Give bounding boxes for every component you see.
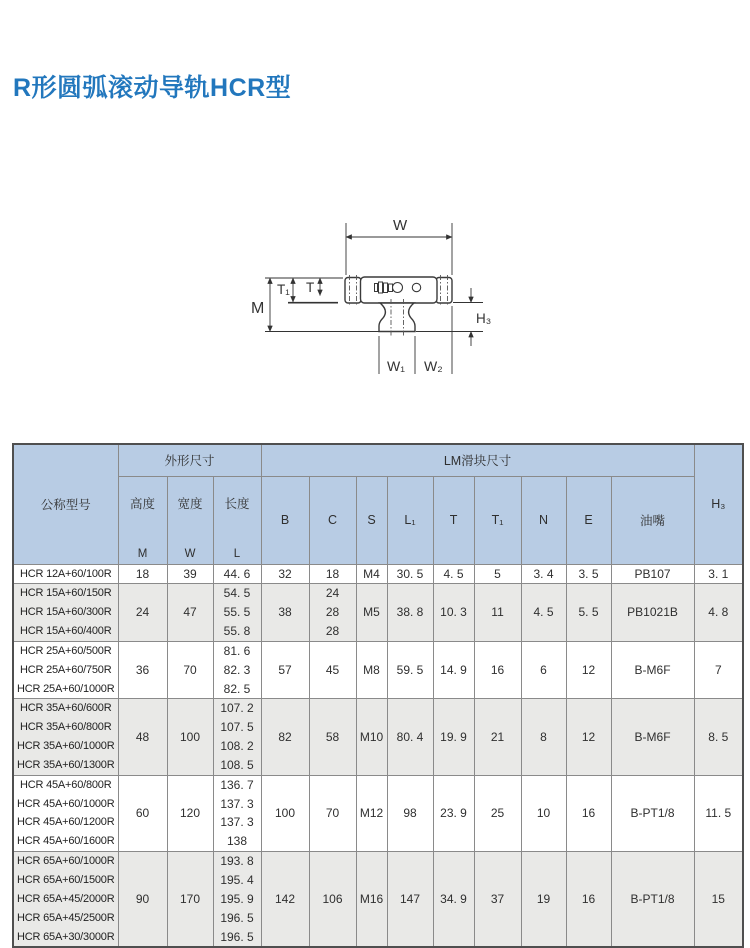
label-h3: H₃ bbox=[476, 311, 492, 326]
grease-nipple bbox=[375, 282, 393, 293]
cell-h3: 4. 8 bbox=[694, 584, 743, 642]
header-m-label: M bbox=[137, 547, 148, 560]
cell-nozzle: B-PT1/8 bbox=[611, 852, 694, 948]
cell-s: M10 bbox=[356, 699, 387, 775]
header-height-m bbox=[118, 476, 167, 564]
header-outer-dims: 外形尺寸 bbox=[118, 444, 261, 476]
cell-c: 70 bbox=[309, 775, 356, 851]
cell-b: 142 bbox=[261, 852, 309, 948]
header-height-label: 高度 bbox=[129, 496, 155, 511]
cell-t1: 11 bbox=[474, 584, 521, 642]
cell-n: 8 bbox=[521, 699, 566, 775]
header-l-label: L bbox=[233, 547, 241, 560]
cell-h3: 3. 1 bbox=[694, 564, 743, 584]
cell-m: 36 bbox=[118, 641, 167, 699]
cell-t: 23. 9 bbox=[433, 775, 474, 851]
cell-t1: 25 bbox=[474, 775, 521, 851]
cell-l: 107. 2 107. 5 108. 2 108. 5 bbox=[213, 699, 261, 775]
cell-e: 3. 5 bbox=[566, 564, 611, 584]
label-m: M bbox=[251, 300, 265, 317]
label-t: T bbox=[306, 280, 315, 295]
cell-m: 48 bbox=[118, 699, 167, 775]
label-t1: T₁ bbox=[277, 282, 290, 297]
guide-rail-cross-section-diagram bbox=[240, 190, 520, 390]
cell-c: 45 bbox=[309, 641, 356, 699]
header-c: C bbox=[309, 476, 356, 564]
header-h3: H₃ bbox=[694, 444, 743, 564]
cell-models: HCR 15A+60/150R HCR 15A+60/300R HCR 15A+60/400R bbox=[13, 584, 118, 642]
cell-s: M8 bbox=[356, 641, 387, 699]
cell-n: 10 bbox=[521, 775, 566, 851]
cell-c: 106 bbox=[309, 852, 356, 948]
page-title: R形圆弧滚动导轨HCR型 bbox=[13, 74, 292, 102]
cell-l: 81. 6 82. 3 82. 5 bbox=[213, 641, 261, 699]
cell-t1: 16 bbox=[474, 641, 521, 699]
cell-w: 39 bbox=[167, 564, 213, 584]
cell-n: 6 bbox=[521, 641, 566, 699]
cell-e: 16 bbox=[566, 775, 611, 851]
table-row-group bbox=[13, 584, 743, 642]
cell-m: 90 bbox=[118, 852, 167, 948]
cell-t: 10. 3 bbox=[433, 584, 474, 642]
cell-n: 4. 5 bbox=[521, 584, 566, 642]
cell-e: 5. 5 bbox=[566, 584, 611, 642]
cell-n: 19 bbox=[521, 852, 566, 948]
label-w1: W₁ bbox=[387, 358, 405, 374]
cell-h3: 15 bbox=[694, 852, 743, 948]
cell-t1: 21 bbox=[474, 699, 521, 775]
cell-l1: 147 bbox=[387, 852, 433, 948]
cell-l1: 30. 5 bbox=[387, 564, 433, 584]
header-n: N bbox=[521, 476, 566, 564]
cell-e: 12 bbox=[566, 641, 611, 699]
table-row-group bbox=[13, 852, 743, 948]
table-row-group bbox=[13, 699, 743, 775]
cell-w: 70 bbox=[167, 641, 213, 699]
cell-e: 16 bbox=[566, 852, 611, 948]
header-length-l bbox=[213, 476, 261, 564]
cell-b: 57 bbox=[261, 641, 309, 699]
header-b: B bbox=[261, 476, 309, 564]
cell-e: 12 bbox=[566, 699, 611, 775]
cell-m: 24 bbox=[118, 584, 167, 642]
cell-w: 120 bbox=[167, 775, 213, 851]
cell-t1: 37 bbox=[474, 852, 521, 948]
carriage-block bbox=[345, 277, 452, 332]
cell-l: 54. 5 55. 5 55. 8 bbox=[213, 584, 261, 642]
header-l1: L₁ bbox=[387, 476, 433, 564]
header-model: 公称型号 bbox=[13, 444, 118, 564]
header-s: S bbox=[356, 476, 387, 564]
cell-models: HCR 35A+60/600R HCR 35A+60/800R HCR 35A+60/1000R HCR 35A+60/1300R bbox=[13, 699, 118, 775]
cell-l: 44. 6 bbox=[213, 564, 261, 584]
cell-l1: 80. 4 bbox=[387, 699, 433, 775]
cell-s: M4 bbox=[356, 564, 387, 584]
cell-b: 100 bbox=[261, 775, 309, 851]
cell-nozzle: B-M6F bbox=[611, 641, 694, 699]
cell-b: 82 bbox=[261, 699, 309, 775]
cell-c: 24 28 28 bbox=[309, 584, 356, 642]
cell-nozzle: PB107 bbox=[611, 564, 694, 584]
header-t1: T₁ bbox=[474, 476, 521, 564]
table-row-group bbox=[13, 564, 743, 584]
cell-t: 4. 5 bbox=[433, 564, 474, 584]
header-width-w bbox=[167, 476, 213, 564]
cell-t1: 5 bbox=[474, 564, 521, 584]
cell-m: 18 bbox=[118, 564, 167, 584]
cell-h3: 8. 5 bbox=[694, 699, 743, 775]
table-body bbox=[13, 564, 743, 947]
header-nozzle: 油嘴 bbox=[611, 476, 694, 564]
label-w2: W₂ bbox=[424, 358, 443, 374]
cell-c: 18 bbox=[309, 564, 356, 584]
table-header bbox=[13, 444, 743, 564]
cell-t: 34. 9 bbox=[433, 852, 474, 948]
cell-l1: 38. 8 bbox=[387, 584, 433, 642]
label-w: W bbox=[393, 217, 408, 234]
cell-w: 100 bbox=[167, 699, 213, 775]
cell-m: 60 bbox=[118, 775, 167, 851]
spec-table bbox=[12, 443, 744, 948]
header-e: E bbox=[566, 476, 611, 564]
cell-s: M12 bbox=[356, 775, 387, 851]
cell-t: 19. 9 bbox=[433, 699, 474, 775]
cell-s: M5 bbox=[356, 584, 387, 642]
cell-l: 193. 8 195. 4 195. 9 196. 5 196. 5 bbox=[213, 852, 261, 948]
table-row-group bbox=[13, 641, 743, 699]
table-row-group bbox=[13, 775, 743, 851]
cell-b: 38 bbox=[261, 584, 309, 642]
cell-w: 47 bbox=[167, 584, 213, 642]
cell-h3: 11. 5 bbox=[694, 775, 743, 851]
header-length-label: 长度 bbox=[224, 496, 250, 511]
cell-c: 58 bbox=[309, 699, 356, 775]
cell-l1: 98 bbox=[387, 775, 433, 851]
cell-w: 170 bbox=[167, 852, 213, 948]
header-t: T bbox=[433, 476, 474, 564]
cell-l1: 59. 5 bbox=[387, 641, 433, 699]
cell-n: 3. 4 bbox=[521, 564, 566, 584]
cell-models: HCR 65A+60/1000R HCR 65A+60/1500R HCR 65A+45/2000R HCR 65A+45/2500R HCR 65A+30/3000R bbox=[13, 852, 118, 948]
header-w-label: W bbox=[184, 547, 196, 560]
cell-t: 14. 9 bbox=[433, 641, 474, 699]
cell-nozzle: B-M6F bbox=[611, 699, 694, 775]
header-width-label: 宽度 bbox=[177, 496, 203, 511]
cell-s: M16 bbox=[356, 852, 387, 948]
cell-nozzle: PB1021B bbox=[611, 584, 694, 642]
cell-models: HCR 45A+60/800R HCR 45A+60/1000R HCR 45A+60/1200R HCR 45A+60/1600R bbox=[13, 775, 118, 851]
cell-models: HCR 12A+60/100R bbox=[13, 564, 118, 584]
cell-b: 32 bbox=[261, 564, 309, 584]
cell-nozzle: B-PT1/8 bbox=[611, 775, 694, 851]
rail-profile bbox=[379, 303, 415, 332]
cell-h3: 7 bbox=[694, 641, 743, 699]
header-lm-block-dims: LM滑块尺寸 bbox=[261, 444, 694, 476]
cell-models: HCR 25A+60/500R HCR 25A+60/750R HCR 25A+60/1000R bbox=[13, 641, 118, 699]
cell-l: 136. 7 137. 3 137. 3 138 bbox=[213, 775, 261, 851]
